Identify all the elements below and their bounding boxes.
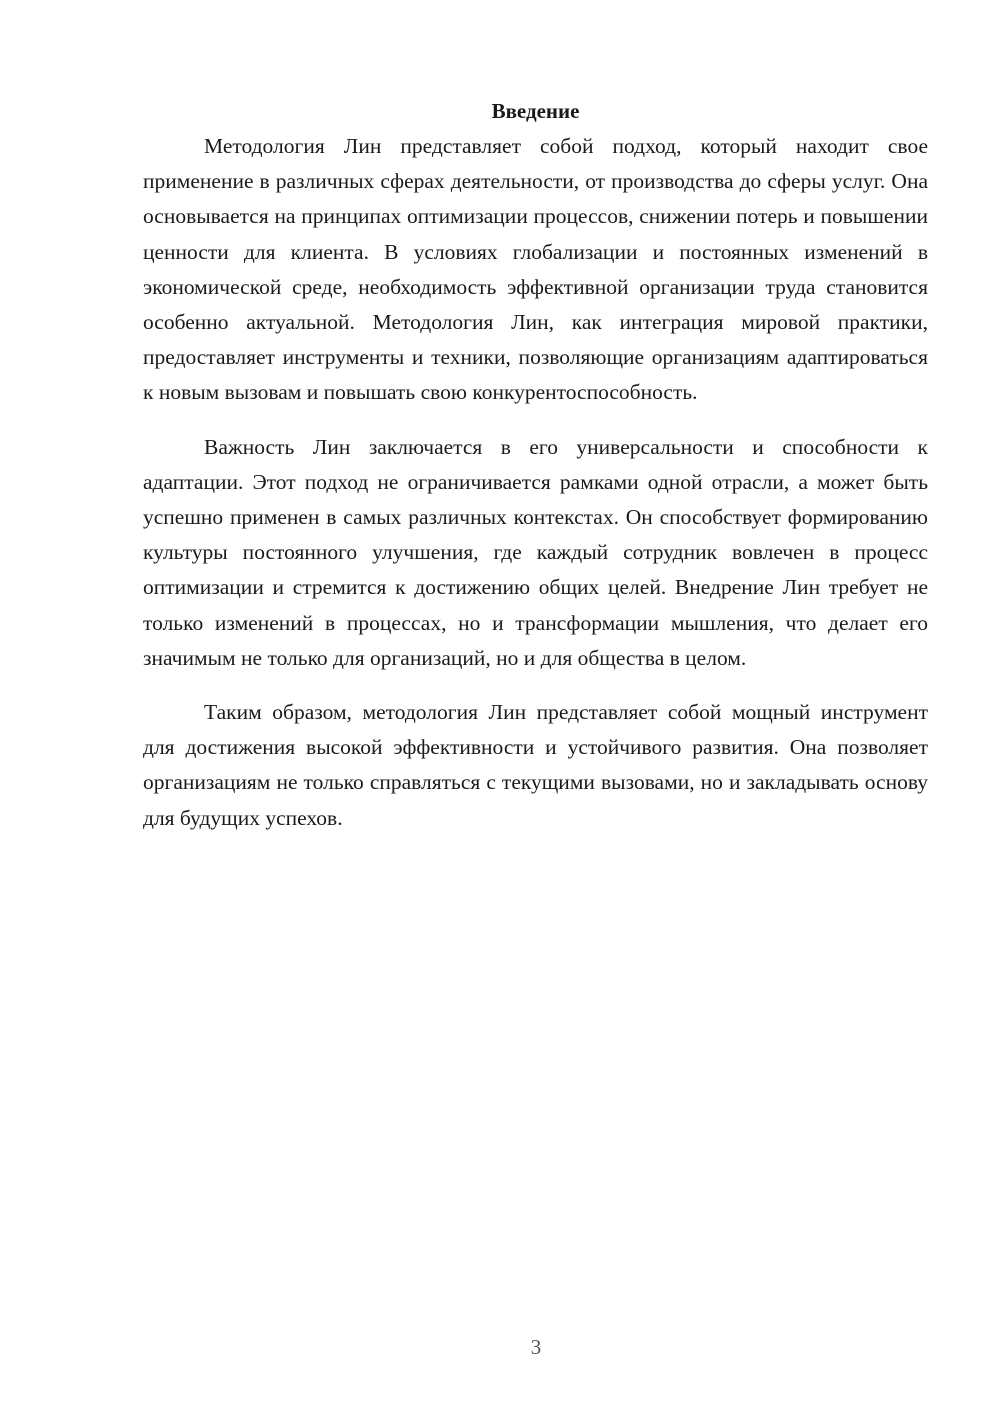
page-content (143, 94, 928, 836)
paragraph-2: Важность Лин заключается в его универсальности и способности к адаптации. Этот подход не ограничивается рамками одной отрасли, а может быть успешно применен в самых различных контекстах. Он способствует формированию культуры постоянного улучшения, где каждый сотрудник вовлечен в процесс оптимизации и стремится к достижению общих целей. Внедрение Лин требует не только изменений в процессах, но и трансформации мышления, что делает его значимым не только для организаций, но и для общества в целом. (143, 434, 928, 670)
section-heading: Введение (491, 99, 580, 123)
paragraph-3: Таким образом, методология Лин представляет собой мощный инструмент для достижения высокой эффективности и устойчивого развития. Она позволяет организациям не только справляться с текущими вызовами, но и закладывать основу для будущих успехов. (143, 700, 928, 830)
page-number: 3 (530, 1335, 542, 1359)
paragraph-1: Методология Лин представляет собой подход, который находит свое применение в различных сферах деятельности, от производства до сферы услуг. Она основывается на принципах оптимизации процессов, снижении потерь и повышении ценности для клиента. В условиях глобализации и постоянных изменений в экономической среде, необходимость эффективной организации труда становится особенно актуальной. Методология Лин, как интеграция мировой практики, предоставляет инструменты и техники, позволяющие организациям адаптироваться к новым вызовам и повышать свою конкурентоспособность. (143, 134, 928, 405)
